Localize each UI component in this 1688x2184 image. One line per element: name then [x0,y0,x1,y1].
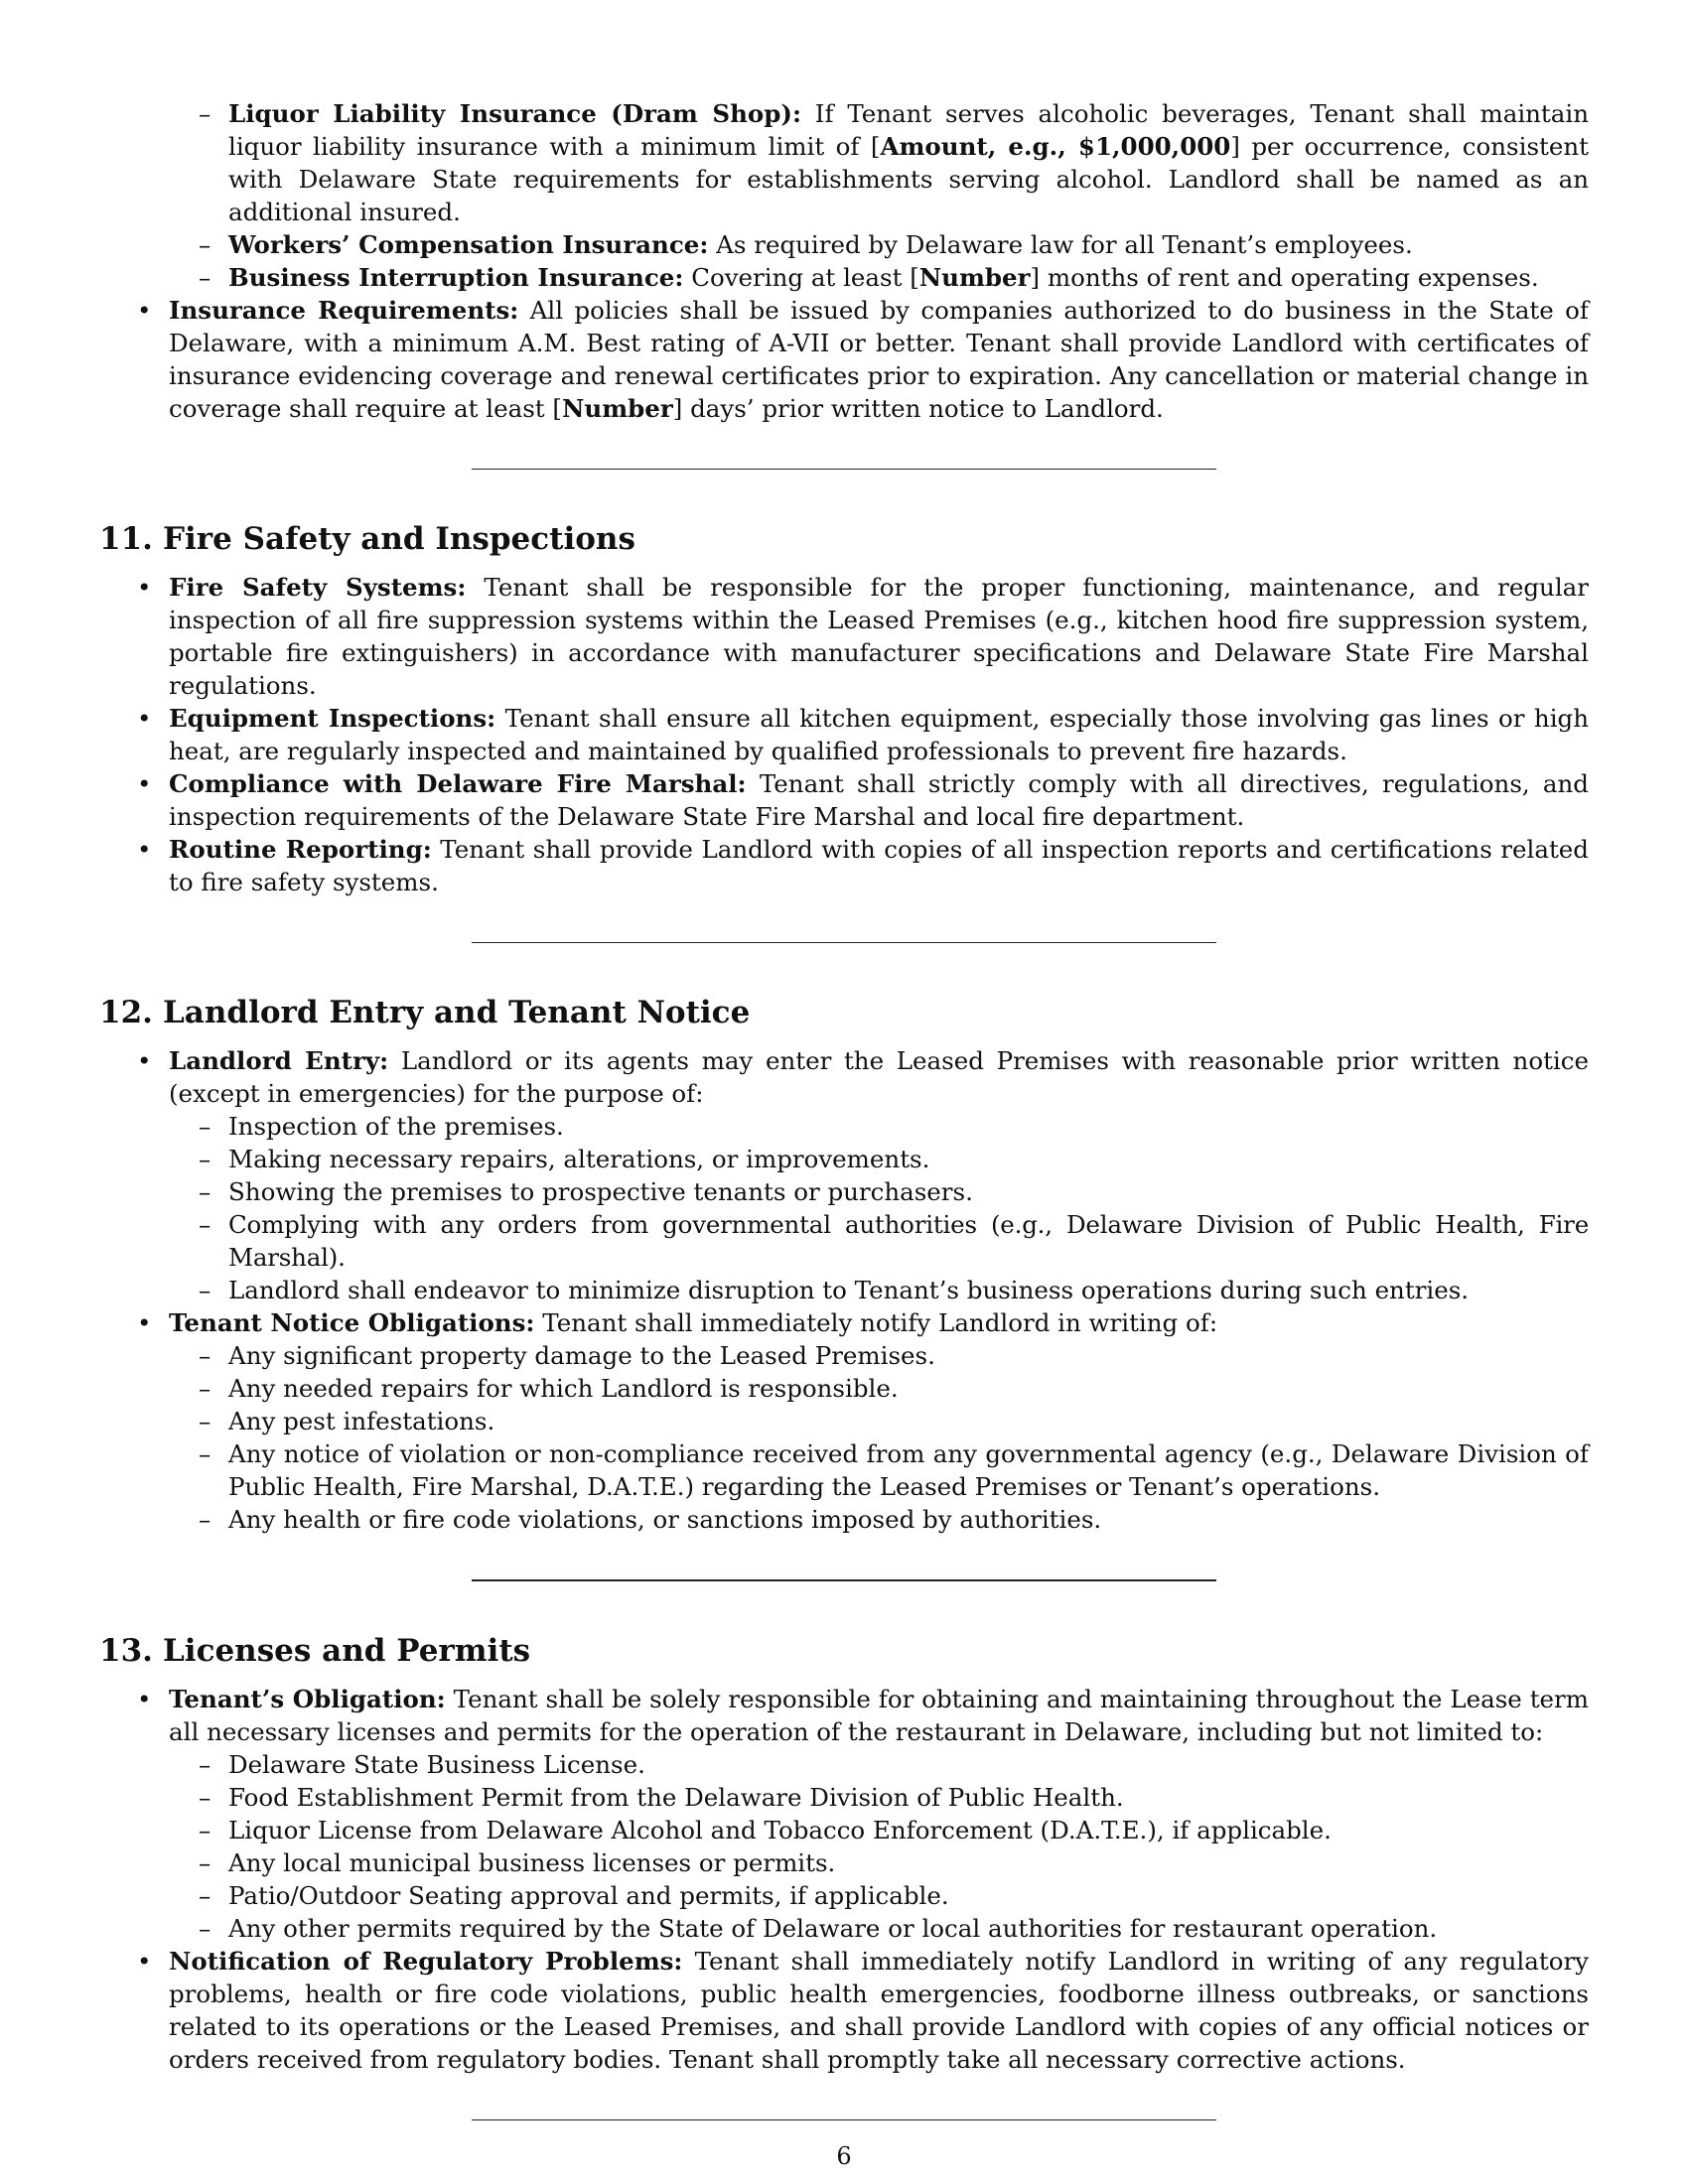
list-item-bullet: • Insurance Requirements: All policies shall be issued by companies authorized to do business in the State of Delaware, with a minimum A.M. Best rating of A-VII or better. Tenant shall provide Landlord with certificates of insurance evidencing coverage and renewal certificates prior to expiration. Any cancellation or material change in coverage shall require at least [Number] days’ prior written notice to Landlord. [99,294,1589,425]
list-item-dash: – Delaware State Business License. [99,1748,1589,1781]
list-item-dash: – Any notice of violation or non-compliance received from any governmental agency (e.g., Delaware Division of Public Health, Fire Marshal, D.A.T.E.) regarding the Leased Premises or Tenant’s operations. [99,1437,1589,1503]
section-divider [472,2119,1216,2120]
list-item-dash: – Making necessary repairs, alterations, or improvements. [99,1143,1589,1175]
list-item-dash: – Liquor License from Delaware Alcohol and Tobacco Enforcement (D.A.T.E.), if applicable. [99,1814,1589,1846]
list-item-dash: – Complying with any orders from governmental authorities (e.g., Delaware Division of Public Health, Fire Marshal). [99,1208,1589,1274]
list-item-bullet: • Fire Safety Systems: Tenant shall be responsible for the proper functioning, maintenance, and regular inspection of all fire suppression systems within the Leased Premises (e.g., kitchen hood fire suppression system, portable fire extinguishers) in accordance with manufacturer specifications and Delaware State Fire Marshal regulations. [99,571,1589,702]
list-item-dash: – Any other permits required by the State of Delaware or local authorities for restaurant operation. [99,1912,1589,1945]
list-item-dash: – Showing the premises to prospective tenants or purchasers. [99,1175,1589,1208]
list-item-dash: – Any significant property damage to the Leased Premises. [99,1339,1589,1372]
section-heading: 12. Landlord Entry and Tenant Notice [99,995,751,1030]
section-heading: 13. Licenses and Permits [99,1633,531,1669]
document-content [99,97,1589,2120]
page-number: 6 [836,2142,852,2170]
list-item-bullet: • Compliance with Delaware Fire Marshal: Tenant shall strictly comply with all directives, regulations, and inspection requirements of the Delaware State Fire Marshal and local fire department. [99,767,1589,833]
list-item-dash: – Patio/Outdoor Seating approval and permits, if applicable. [99,1879,1589,1912]
list-item-bullet: • Landlord Entry: Landlord or its agents may enter the Leased Premises with reasonable prior written notice (except in emergencies) for the purpose of: [99,1044,1589,1110]
list-item-dash: – Any needed repairs for which Landlord is responsible. [99,1372,1589,1405]
list-item-dash: – Any pest infestations. [99,1405,1589,1437]
list-item-dash: – Any health or fire code violations, or sanctions imposed by authorities. [99,1503,1589,1536]
list-item-bullet: • Tenant’s Obligation: Tenant shall be solely responsible for obtaining and maintaining throughout the Lease term all necessary licenses and permits for the operation of the restaurant in Delaware, including but not limited to: [99,1683,1589,1748]
list-item-dash: – Inspection of the premises. [99,1110,1589,1143]
list-item-dash: – Food Establishment Permit from the Delaware Division of Public Health. [99,1781,1589,1814]
list-item-bullet: • Tenant Notice Obligations: Tenant shall immediately notify Landlord in writing of: [99,1306,1589,1339]
list-item-bullet: • Notification of Regulatory Problems: Tenant shall immediately notify Landlord in writing of any regulatory problems, health or fire code violations, public health emergencies, foodborne illness outbreaks, or sanctions related to its operations or the Leased Premises, and shall provide Landlord with copies of any official notices or orders received from regulatory bodies. Tenant shall promptly take all necessary corrective actions. [99,1945,1589,2076]
list-item-dash: – Any local municipal business licenses or permits. [99,1846,1589,1879]
list-item-dash: – Workers’ Compensation Insurance: As required by Delaware law for all Tenant’s employees. [99,228,1589,261]
list-item-dash: – Liquor Liability Insurance (Dram Shop): If Tenant serves alcoholic beverages, Tenant shall maintain liquor liability insurance with a minimum limit of [Amount, e.g., $1,000,000] per occurrence, consistent with Delaware State requirements for establishments serving alcohol. Landlord shall be named as an additional insured. [99,97,1589,228]
list-item-bullet: • Equipment Inspections: Tenant shall ensure all kitchen equipment, especially those involving gas lines or high heat, are regularly inspected and maintained by qualified professionals to prevent fire hazards. [99,702,1589,767]
list-item-dash: – Landlord shall endeavor to minimize disruption to Tenant’s business operations during such entries. [99,1274,1589,1306]
list-item-bullet: • Routine Reporting: Tenant shall provide Landlord with copies of all inspection reports and certifications related to fire safety systems. [99,833,1589,898]
document-page [99,97,1589,2120]
list-item-dash: – Business Interruption Insurance: Covering at least [Number] months of rent and operating expenses. [99,261,1589,294]
section-heading: 11. Fire Safety and Inspections [99,521,635,557]
